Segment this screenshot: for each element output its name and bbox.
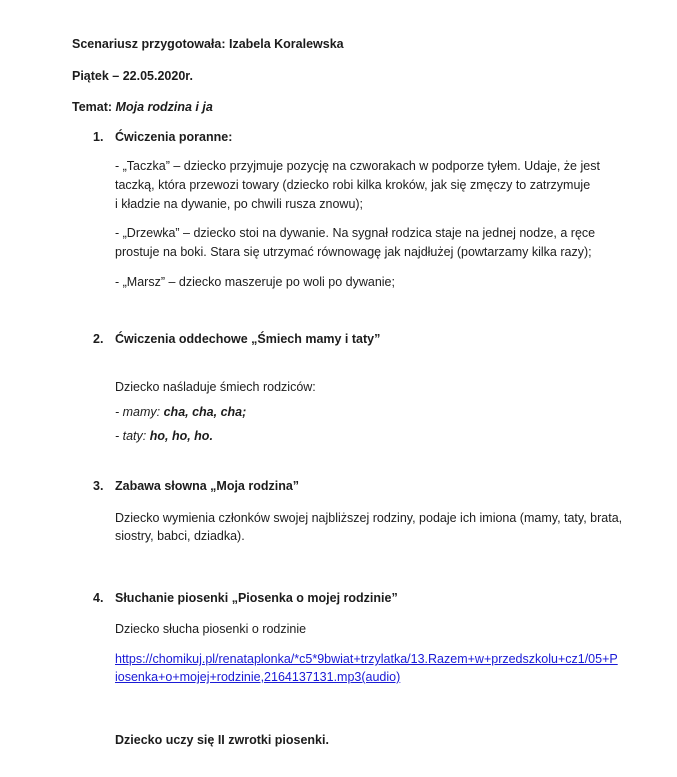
section-2-number: 2. xyxy=(93,332,104,346)
section-4-heading xyxy=(93,590,398,606)
s2-item-taty xyxy=(115,428,213,444)
s2-item-mamy-value: cha, cha, cha; xyxy=(163,405,247,419)
section-3-number: 3. xyxy=(93,479,104,493)
s2-item-mamy xyxy=(115,404,246,420)
section-1-number: 1. xyxy=(93,130,104,144)
s1-p2-line-2: prostuje na boki. Stara się utrzymać równowagę jak najdłużej (powtarzamy kilka razy); xyxy=(115,245,592,259)
s1-p1-line-3: i kładzie na dywanie, po chwili rusza znowu); xyxy=(115,197,364,211)
s1-p3-line-1: - „Marsz” – dziecko maszeruje po woli po dywanie; xyxy=(115,275,395,289)
section-1-title: Ćwiczenia poranne: xyxy=(115,130,233,144)
topic-line xyxy=(72,99,213,115)
topic-label: Temat: xyxy=(72,100,113,114)
s1-p1-line-2: taczką, która przewozi towary (dziecko robi kilka kroków, jak się zmęczy to zatrzymuje xyxy=(115,178,591,192)
song-link-line-2[interactable] xyxy=(115,669,400,685)
closing-line: Dziecko uczy się II zwrotki piosenki. xyxy=(115,733,329,747)
topic-value: Moja rodzina i ja xyxy=(115,100,213,114)
section-2-title: Ćwiczenia oddechowe „Śmiech mamy i taty” xyxy=(115,332,381,346)
s1-p2-line-1: - „Drzewka” – dziecko stoi na dywanie. Na sygnał rodzica staje na jednej nodze, a ręce xyxy=(115,226,596,240)
section-1-heading xyxy=(93,129,232,145)
s1-p1-line-1: - „Taczka” – dziecko przyjmuje pozycję na czworakach w podporze tyłem. Udaje, że jest xyxy=(115,159,600,173)
s4-intro: Dziecko słucha piosenki o rodzinie xyxy=(115,622,307,636)
song-link-part-2[interactable]: iosenka+o+mojej+rodzinie,2164137131.mp3(audio) xyxy=(115,670,401,684)
song-link-line-1[interactable] xyxy=(115,651,618,667)
s2-item-taty-prefix: - taty: xyxy=(115,429,150,443)
section-3-heading xyxy=(93,478,299,494)
s2-item-taty-value: ho, ho, ho. xyxy=(149,429,213,443)
s3-line-1: Dziecko wymienia członków swojej najbliższej rodziny, podaje ich imiona (mamy, taty, brata, xyxy=(115,511,623,525)
s2-intro: Dziecko naśladuje śmiech rodziców: xyxy=(115,380,316,394)
section-4-number: 4. xyxy=(93,591,104,605)
date-line: Piątek – 22.05.2020r. xyxy=(72,69,193,83)
section-3-title: Zabawa słowna „Moja rodzina” xyxy=(115,479,300,493)
s2-item-mamy-prefix: - mamy: xyxy=(115,405,164,419)
section-4-title: Słuchanie piosenki „Piosenka o mojej rodzinie” xyxy=(115,591,398,605)
section-2-heading xyxy=(93,331,380,347)
song-link-part-1[interactable]: https://chomikuj.pl/renataplonka/*c5*9bwiat+trzylatka/13.Razem+w+przedszkolu+cz1/05+P xyxy=(115,652,618,666)
author-line: Scenariusz przygotowała: Izabela Koralewska xyxy=(72,37,344,51)
s3-line-2: siostry, babci, dziadka). xyxy=(115,529,245,543)
